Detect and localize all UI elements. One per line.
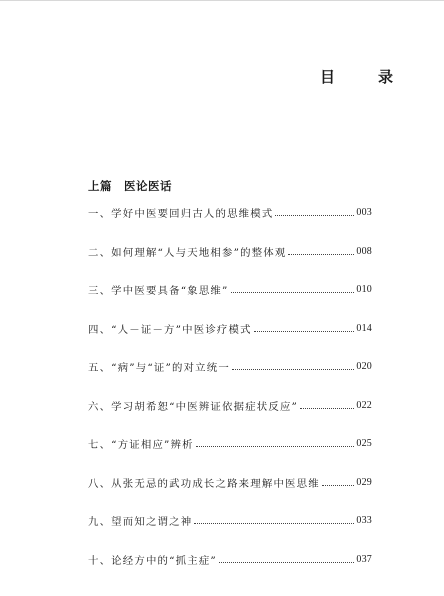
toc-leader-dots [232, 369, 354, 370]
toc-entry-title: 六、学习胡希恕“中医辨证依据症状反应” [88, 400, 299, 413]
toc-entry-title: 八、从张无忌的武功成长之路来理解中医思维 [88, 477, 320, 490]
section-label: 上篇 [88, 179, 112, 193]
toc-entry-page: 033 [356, 515, 372, 526]
toc-entry-page: 008 [356, 245, 372, 257]
toc-leader-dots [194, 523, 354, 524]
toc-entry-page: 003 [356, 207, 372, 218]
toc-leader-dots [254, 331, 355, 332]
toc-entry-6[interactable] [88, 399, 372, 412]
toc-entry-5[interactable] [88, 360, 372, 373]
page-title: 目 录 [320, 68, 408, 86]
toc-entry-title: 一、学好中医要回归古人的思维模式 [88, 208, 274, 220]
toc-entry-page: 020 [356, 361, 372, 372]
toc-list [88, 206, 372, 591]
toc-leader-dots [322, 485, 355, 486]
toc-entry-1[interactable] [88, 206, 372, 219]
toc-entry-title: 二、如何理解“人与天地相参”的整体观 [88, 246, 287, 259]
toc-entry-10[interactable] [88, 553, 372, 566]
toc-entry-7[interactable] [88, 437, 372, 450]
toc-entry-page: 010 [356, 284, 372, 295]
toc-entry-4[interactable] [88, 322, 372, 335]
toc-entry-page: 025 [356, 438, 372, 449]
toc-entry-title: 四、“人－证－方”中医诊疗模式 [88, 323, 252, 336]
toc-entry-title: 三、学中医要具备“象思维” [88, 285, 229, 297]
section-name: 医论医话 [124, 179, 172, 193]
toc-leader-dots [231, 292, 355, 293]
toc-entry-page: 037 [356, 553, 372, 565]
toc-leader-dots [300, 408, 354, 409]
toc-leader-dots [275, 215, 354, 216]
toc-entry-2[interactable] [88, 245, 372, 258]
toc-entry-title: 九、望而知之谓之神 [88, 516, 193, 528]
toc-entry-8[interactable] [88, 476, 372, 489]
toc-leader-dots [219, 562, 354, 563]
toc-entry-title: 七、“方证相应”辨析 [88, 439, 194, 451]
toc-entry-title: 十、论经方中的“抓主症” [88, 554, 217, 567]
toc-entry-page: 022 [356, 399, 372, 411]
section-heading [88, 178, 172, 194]
toc-entry-page: 029 [356, 476, 372, 488]
toc-leader-dots [288, 254, 354, 255]
toc-entry-page: 014 [356, 322, 372, 334]
toc-entry-9[interactable] [88, 514, 372, 527]
toc-entry-3[interactable] [88, 283, 372, 296]
toc-entry-title: 五、“病”与“证”的对立统一 [88, 362, 230, 374]
toc-leader-dots [196, 446, 355, 447]
page-top-edge [0, 0, 444, 1]
